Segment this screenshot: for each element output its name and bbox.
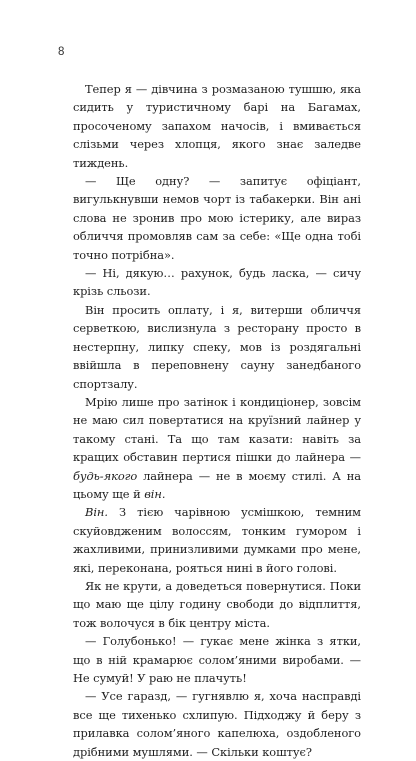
paragraph-2 (73, 172, 361, 264)
text-run: — Ще одну? — запитує офіціант, вигулькнувши немов чорт із табакерки. Він ані слова не зронив про мою істерику, але вираз обличчя промовляв сам за себе: «Ще одна тобі точно потрібна». (73, 174, 361, 262)
italic-run: Він. (85, 505, 108, 520)
paragraph-9 (73, 687, 361, 761)
text-run: — Ні, дякую… рахунок, будь ласка, — сичу крізь сльози. (73, 266, 361, 299)
text-run: — Усе гаразд, — гугнявлю я, хоча насправді все ще тихенько схлипую. Підходжу й беру з прилавка солом’яного капелюха, оздобленого дрібними мушлями. — Скільки коштує? (73, 689, 361, 759)
text-run: Як не крути, а доведеться повернутися. Поки що маю ще цілу годину свободи до відплиття, тож волочуся в бік центру міста. (73, 578, 361, 630)
italic-run: будь-якого (73, 468, 138, 483)
paragraph-8 (73, 632, 361, 687)
paragraph-5 (73, 393, 361, 503)
italic-run: він. (144, 486, 166, 501)
paragraph-6 (73, 503, 361, 577)
text-run: З тією чарівною усмішкою, темним скуйовдженим волоссям, тонким гумором і жахливими, принизливими думками про мене, які, переконана, рояться нині в його голові. (73, 505, 361, 575)
text-run: Мрію лише про затінок і кондиціонер, зовсім не маю сил повертатися на круїзний лайнер у такому стані. Та що там казати: навіть за кращих обставин пертися пішки до лайнера — (73, 394, 361, 465)
page-number: 8 (58, 46, 65, 58)
text-run: Він просить оплату, і я, витерши обличчя серветкою, вислизнула з ресторану просто в нестерпну, липку спеку, мов із роздягальні ввійшла в переповнену сауну занедбаного спортзалу. (73, 302, 361, 391)
paragraph-3 (73, 264, 361, 301)
text-run: лайнера — не в моєму стилі. А на цьому ще й (73, 468, 361, 501)
text-run: Тепер я — дівчина з розмазаною тушшю, яка сидить у туристичному барі на Багамах, просоченому запахом начосів, і вмивається слізьми через хлопця, якого знає заледве тиждень. (73, 82, 361, 170)
text-run: — Голубонько! — гукає мене жінка з ятки, що в ній крамарює солом’яними виробами. — Не сумуй! У раю не плачуть! (73, 634, 361, 685)
paragraph-7 (73, 577, 361, 632)
body-text (73, 80, 361, 761)
paragraph-4 (73, 301, 361, 393)
paragraph-1 (73, 80, 361, 172)
